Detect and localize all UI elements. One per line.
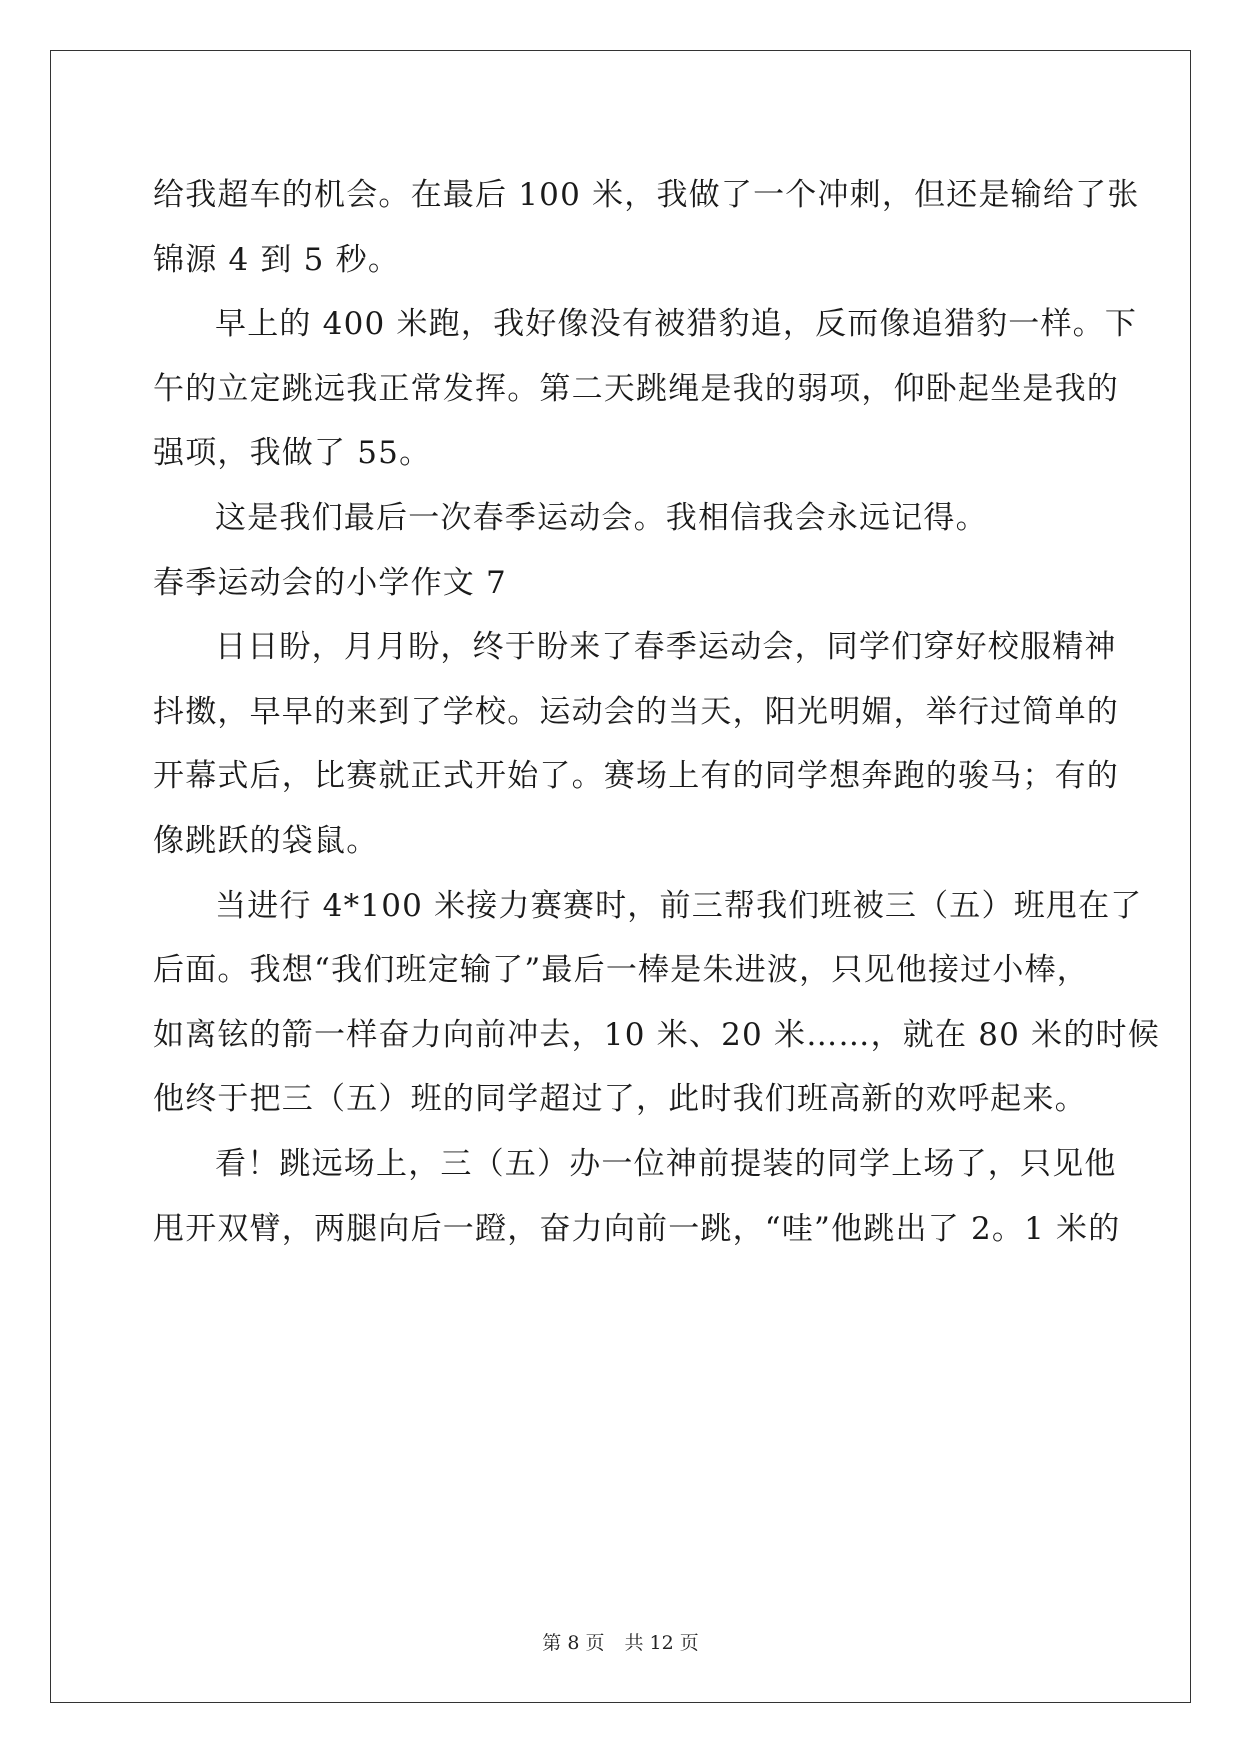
text-line: 锦源 4 到 5 秒。	[153, 241, 401, 278]
text-line: 给我超车的机会。在最后 100 米，我做了一个冲刺，但还是输给了张	[153, 177, 1140, 213]
text-line: 如离铉的箭一样奋力向前冲去，10 米、20 米……，就在 80 米的时候	[153, 1016, 1160, 1053]
text-line: 甩开双臂，两腿向后一蹬，奋力向前一跳，“哇”他跳出了 2。1 米的	[153, 1210, 1121, 1247]
text-line: 春季运动会的小学作文 7	[153, 564, 507, 601]
page-number: 第 8 页	[542, 1632, 605, 1654]
text-line: 早上的 400 米跑，我好像没有被猎豹追，反而像追猎豹一样。下	[215, 306, 1138, 343]
page-footer	[0, 1628, 1241, 1655]
text-line: 抖擞，早早的来到了学校。运动会的当天，阳光明媚，举行过简单的	[153, 693, 1119, 730]
text-line: 开幕式后，比赛就正式开始了。赛场上有的同学想奔跑的骏马；有的	[153, 758, 1119, 795]
text-line: 看！跳远场上，三（五）办一位神前提装的同学上场了，只见他	[215, 1145, 1117, 1182]
page-total: 共 12 页	[624, 1632, 699, 1654]
document-body	[153, 163, 1160, 1261]
text-line: 当进行 4*100 米接力赛赛时，前三帮我们班被三（五）班甩在了	[215, 887, 1143, 924]
text-line: 他终于把三（五）班的同学超过了，此时我们班高新的欢呼起来。	[153, 1081, 1087, 1118]
text-line: 日日盼，月月盼，终于盼来了春季运动会，同学们穿好校服精神	[215, 629, 1117, 666]
text-line: 这是我们最后一次春季运动会。我相信我会永远记得。	[215, 499, 988, 536]
text-line: 后面。我想“我们班定输了”最后一棒是朱进波，只见他接过小棒，	[153, 952, 1089, 989]
text-line: 像跳跃的袋鼠。	[153, 822, 379, 859]
text-line: 强项，我做了 55。	[153, 435, 432, 472]
text-line: 午的立定跳远我正常发挥。第二天跳绳是我的弱项，仰卧起坐是我的	[153, 370, 1119, 407]
